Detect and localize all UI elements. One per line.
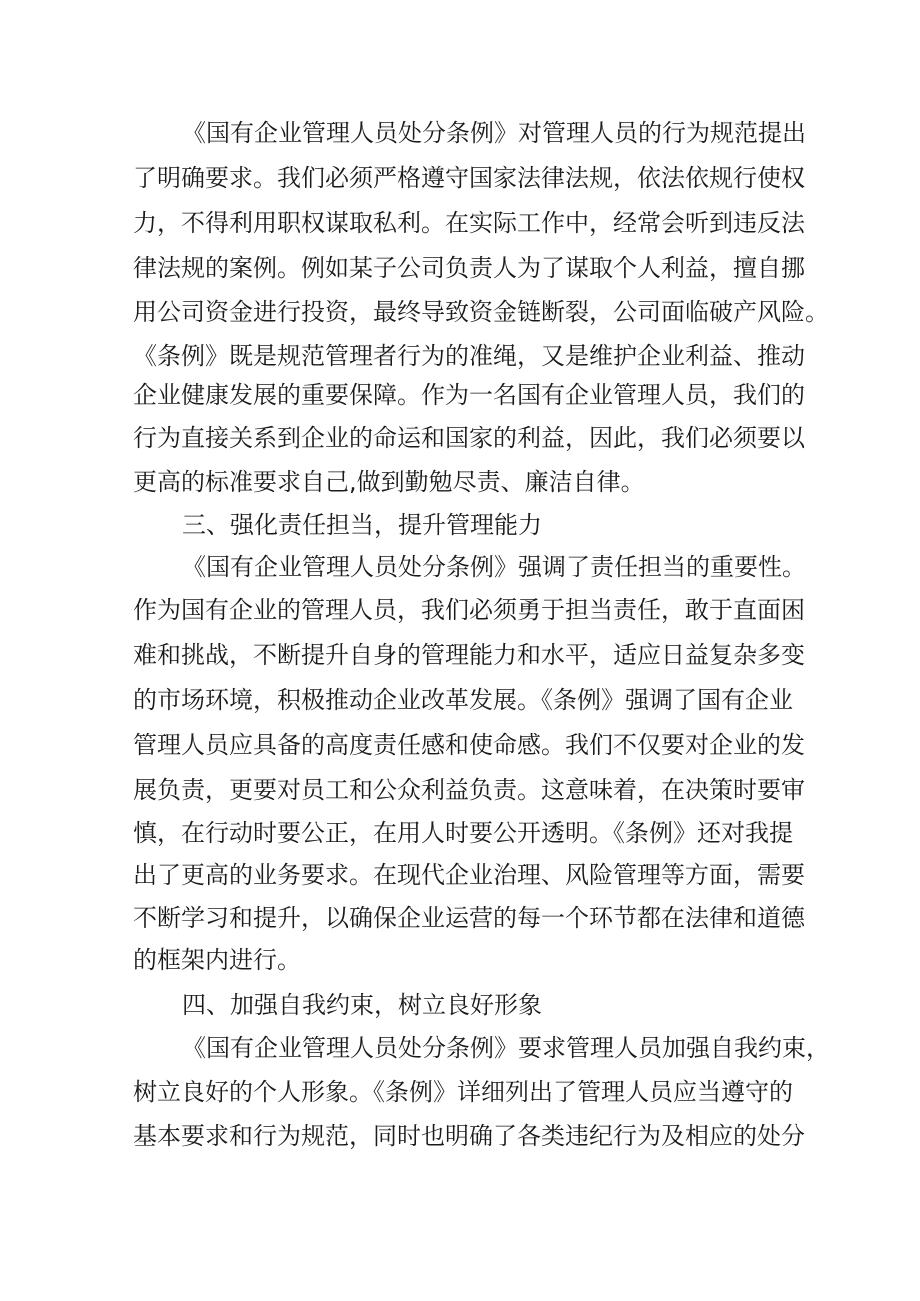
paragraph-line: 《国有企业管理人员处分条例》强调了责任担当的重要性。 (182, 553, 806, 581)
paragraph-line: 力，不得利用职权谋取私利。在实际工作中，经常会听到违反法 (133, 209, 805, 237)
paragraph-line: 律法规的案例。例如某子公司负责人为了谋取个人利益，擅自挪 (133, 254, 805, 282)
section-heading: 四、加强自我约束，树立良好形象 (182, 991, 542, 1019)
paragraph-line: 出了更高的业务要求。在现代企业治理、风险管理等方面，需要 (133, 861, 805, 889)
paragraph-line: 行为直接关系到企业的命运和国家的利益，因此，我们必须要以 (133, 424, 805, 452)
paragraph-line: 《条例》既是规范管理者行为的准绳，又是维护企业利益、推动 (133, 342, 805, 370)
paragraph-line: 《国有企业管理人员处分条例》要求管理人员加强自我约束， (182, 1034, 830, 1062)
paragraph-line: 《国有企业管理人员处分条例》对管理人员的行为规范提出 (182, 119, 806, 147)
paragraph-line: 树立良好的个人形象。《条例》详细列出了管理人员应当遵守的 (133, 1078, 793, 1106)
paragraph-line: 了明确要求。我们必须严格遵守国家法律法规，依法依规行使权 (133, 164, 805, 192)
paragraph-line: 作为国有企业的管理人员，我们必须勇于担当责任，敢于直面困 (133, 596, 805, 624)
paragraph-line: 的市场环境，积极推动企业改革发展。《条例》强调了国有企业 (133, 686, 793, 714)
paragraph-line: 用公司资金进行投资，最终导致资金链断裂，公司面临破产风险。 (133, 298, 829, 326)
paragraph-line: 企业健康发展的重要保障。作为一名国有企业管理人员，我们的 (133, 381, 805, 409)
paragraph-line: 管理人员应具备的高度责任感和使命感。我们不仅要对企业的发 (133, 731, 805, 759)
paragraph-line: 展负责，更要对员工和公众利益负责。这意味着，在决策时要审 (133, 776, 805, 804)
paragraph-line: 基本要求和行为规范，同时也明确了各类违纪行为及相应的处分 (133, 1122, 805, 1150)
paragraph-line: 的框架内进行。 (133, 946, 301, 974)
section-heading: 三、强化责任担当，提升管理能力 (182, 511, 542, 539)
paragraph-line: 不断学习和提升，以确保企业运营的每一个环节都在法律和道德 (133, 904, 805, 932)
paragraph-line: 慎，在行动时要公正，在用人时要公开透明。《条例》还对我提 (133, 819, 793, 847)
paragraph-line: 难和挑战，不断提升自身的管理能力和水平，适应日益复杂多变 (133, 641, 805, 669)
paragraph-line: 更高的标准要求自己,做到勤勉尽责、廉洁自律。 (133, 468, 645, 496)
